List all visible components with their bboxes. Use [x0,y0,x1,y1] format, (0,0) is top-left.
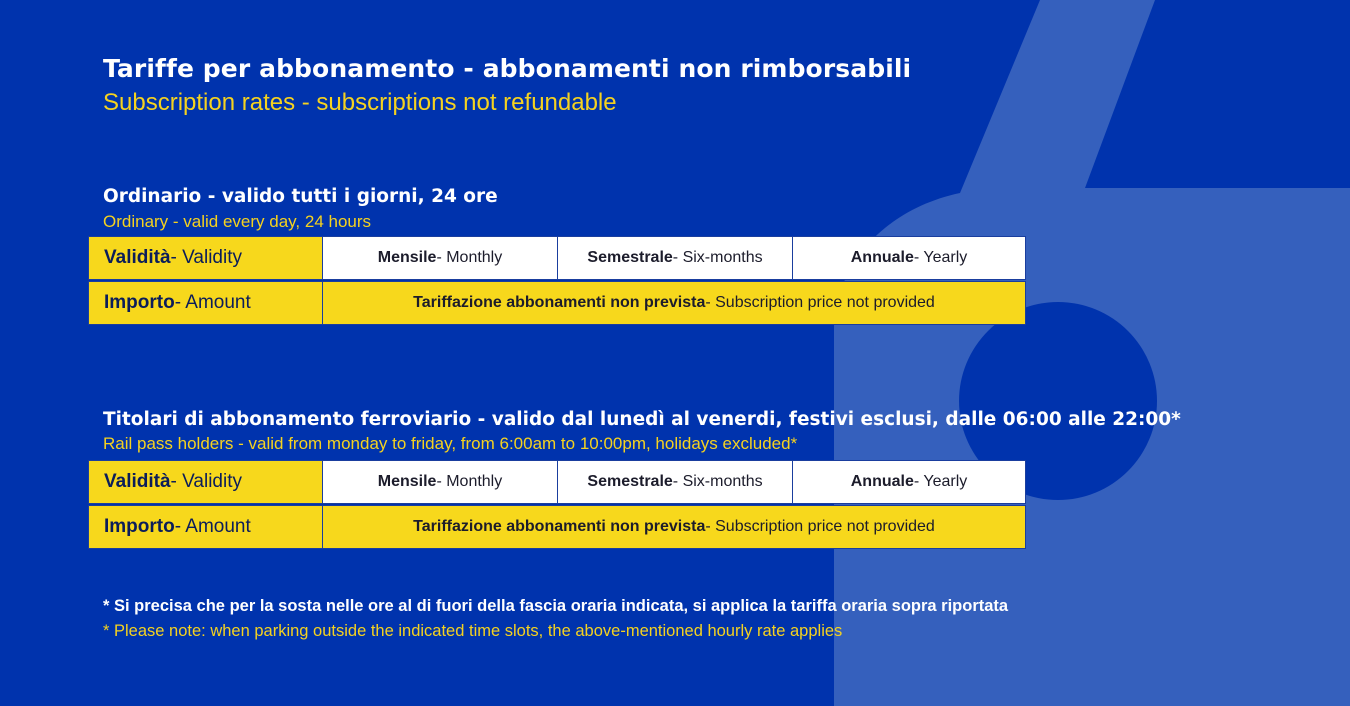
column-six-months [557,236,793,280]
footnote-english: * Please note: when parking outside the indicated time slots, the above-mentioned hourly rate applies [103,622,843,640]
column-monthly-text: - Monthly [436,249,503,266]
table-row-amount [88,281,1026,325]
validity-label-cell [88,236,323,280]
table-row-validity [88,460,1026,504]
amount-label-bold: Importo [104,292,175,313]
validity-label-text: - Validity [170,247,242,268]
column-yearly [792,460,1026,504]
section-rail-pass-subheading: Rail pass holders - valid from monday to friday, from 6:00am to 10:00pm, holidays excluded* [103,434,798,453]
column-monthly-bold: Mensile [377,473,437,490]
table-row-amount [88,505,1026,549]
amount-label-text: - Amount [174,516,251,537]
amount-label-bold: Importo [104,516,175,537]
column-six-months-text: - Six-months [672,249,763,266]
column-yearly [792,236,1026,280]
amount-value-text: - Subscription price not provided [705,294,935,311]
validity-label-bold: Validità [104,471,171,492]
amount-value-cell [322,505,1026,549]
column-yearly-text: - Yearly [913,249,968,266]
amount-label-text: - Amount [174,292,251,313]
column-yearly-text: - Yearly [913,473,968,490]
amount-value-bold: Tariffazione abbonamenti non prevista [413,518,706,535]
column-monthly-bold: Mensile [377,249,437,266]
validity-label-cell [88,460,323,504]
column-monthly [322,236,558,280]
column-six-months-text: - Six-months [672,473,763,490]
section-ordinary-subheading: Ordinary - valid every day, 24 hours [103,212,372,231]
page-subtitle: Subscription rates - subscriptions not refundable [103,89,617,116]
column-six-months [557,460,793,504]
column-yearly-bold: Annuale [850,473,914,490]
section-ordinary-heading: Ordinario - valido tutti i giorni, 24 ore [103,186,498,207]
amount-value-cell [322,281,1026,325]
validity-label-bold: Validità [104,247,171,268]
column-monthly [322,460,558,504]
section-rail-pass-heading: Titolari di abbonamento ferroviario - valido dal lunedì al venerdi, festivi esclusi, dalle 06:00 alle 22:00* [103,409,1181,430]
column-monthly-text: - Monthly [436,473,503,490]
rates-table-ordinary [88,236,1026,325]
validity-label-text: - Validity [170,471,242,492]
column-six-months-bold: Semestrale [587,249,673,266]
column-yearly-bold: Annuale [850,249,914,266]
amount-label-cell [88,505,323,549]
amount-value-text: - Subscription price not provided [705,518,935,535]
table-row-validity [88,236,1026,280]
footnote-italian: * Si precisa che per la sosta nelle ore al di fuori della fascia oraria indicata, si applica la tariffa oraria sopra riportata [103,597,1009,615]
page-title: Tariffe per abbonamento - abbonamenti non rimborsabili [103,54,912,83]
amount-value-bold: Tariffazione abbonamenti non prevista [413,294,706,311]
column-six-months-bold: Semestrale [587,473,673,490]
rates-table-rail-pass [88,460,1026,549]
amount-label-cell [88,281,323,325]
